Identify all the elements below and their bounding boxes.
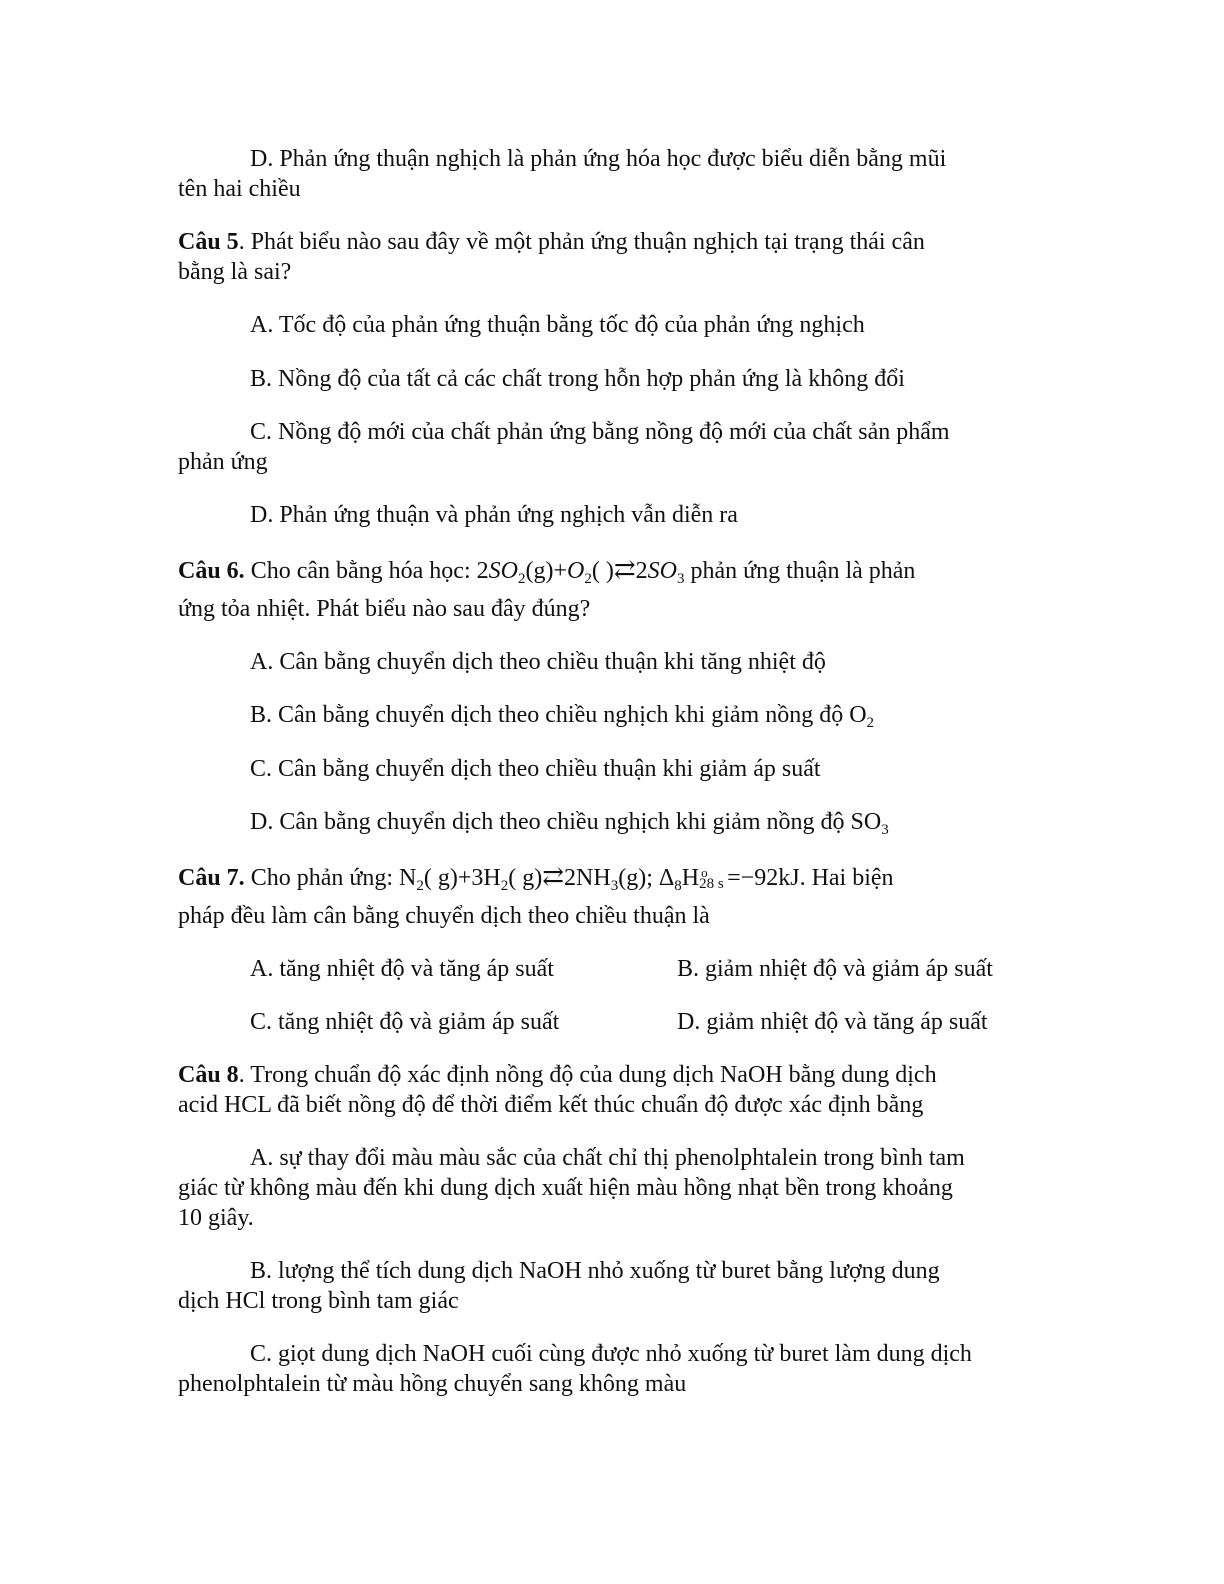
- question-5-stem-line1: . Phát biểu nào sau đây về một phản ứng thuận nghịch tại trạng thái cân: [238, 229, 925, 255]
- question-5-stem: [178, 227, 1048, 287]
- question-8-option-a-line1: A. sự thay đổi màu màu sắc của chất chỉ thị phenolphtalein trong bình tam: [250, 1145, 965, 1171]
- question-7-intro: Cho phản ứng:: [244, 865, 400, 891]
- question-8-stem: [178, 1060, 1048, 1120]
- equation-n2-h2: $N_2$( $g)+3H_2$( $g)⇄2NH_3(g)$; $\Delta_8H$ o 28 s =−92kJ: [399, 862, 800, 894]
- question-8-stem-line2: acid HCL đã biết nồng độ để thời điểm kết thúc chuẩn độ được xác định bằng: [178, 1092, 924, 1118]
- question-5-option-d: D. Phản ứng thuận và phản ứng nghịch vẫn diễn ra: [250, 502, 738, 528]
- question-8-option-b-line2: dịch HCl trong bình tam giác: [178, 1288, 459, 1314]
- question-5-stem-line2: bằng là sai?: [178, 259, 292, 285]
- question-7-after: . Hai biện: [799, 865, 894, 891]
- question-5-option-c-line2: phản ứng: [178, 449, 268, 475]
- question-7-option-d: D. giảm nhiệt độ và tăng áp suất: [677, 1009, 988, 1035]
- equilibrium-arrow-icon: ⇄: [542, 862, 565, 891]
- question-6-option-d: D. Cân bằng chuyển dịch theo chiều nghịch khi giảm nồng độ $SO_3$: [250, 809, 889, 838]
- question-6-stem: [178, 555, 1048, 624]
- question-6-option-a: A. Cân bằng chuyển dịch theo chiều thuận khi tăng nhiệt độ: [250, 649, 826, 675]
- question-5-option-a: A. Tốc độ của phản ứng thuận bằng tốc độ của phản ứng nghịch: [250, 312, 865, 338]
- question-7-stem: [178, 862, 1048, 931]
- question-7-stem-line2: pháp đều làm cân bằng chuyển dịch theo chiều thuận là: [178, 903, 710, 929]
- question-6-stem-line2: ứng tỏa nhiệt. Phát biểu nào sau đây đúng?: [178, 596, 591, 622]
- question-7-label: Câu 7.: [178, 865, 245, 891]
- question-8-option-b: [178, 1256, 1048, 1316]
- question-6-option-b: B. Cân bằng chuyển dịch theo chiều nghịch khi giảm nồng độ $O_2$: [250, 702, 875, 731]
- prev-option-d-line1: D. Phản ứng thuận nghịch là phản ứng hóa học được biểu diễn bằng mũi: [250, 146, 947, 172]
- equilibrium-arrow-icon: ⇄: [613, 555, 636, 584]
- question-5-option-c-line1: C. Nồng độ mới của chất phản ứng bằng nồng độ mới của chất sản phẩm: [250, 419, 950, 445]
- question-8-option-c-line1: C. giọt dung dịch NaOH cuối cùng được nhỏ xuống từ buret làm dung dịch: [250, 1341, 972, 1367]
- prev-option-d-line2: tên hai chiều: [178, 176, 301, 202]
- question-8-option-a-line2: giác từ không màu đến khi dung dịch xuất hiện màu hồng nhạt bền trong khoảng: [178, 1175, 953, 1201]
- question-8-label: Câu 8: [178, 1062, 239, 1088]
- question-5-label: Câu 5: [178, 229, 239, 255]
- question-8-stem-line1: . Trong chuẩn độ xác định nồng độ của dung dịch NaOH bằng dung dịch: [238, 1062, 937, 1088]
- question-5-option-c: [178, 417, 1048, 477]
- question-6-after: phản ứng thuận là phản: [684, 558, 916, 584]
- question-5-option-b: B. Nồng độ của tất cả các chất trong hỗn hợp phản ứng là không đổi: [250, 366, 905, 392]
- prev-option-d: [178, 144, 1048, 204]
- question-7-option-a: A. tăng nhiệt độ và tăng áp suất: [250, 956, 554, 982]
- question-7-option-b: B. giảm nhiệt độ và giảm áp suất: [677, 956, 993, 982]
- question-8-option-c-line2: phenolphtalein từ màu hồng chuyển sang không màu: [178, 1371, 687, 1397]
- equation-so2-o2: $2SO_2(g)+O_2$( )$⇄2SO_3$: [476, 555, 685, 587]
- question-7-option-c: C. tăng nhiệt độ và giảm áp suất: [250, 1009, 560, 1035]
- question-8-option-a-line3: 10 giây.: [178, 1205, 254, 1231]
- question-8-option-a: [178, 1143, 1048, 1233]
- question-6-label: Câu 6.: [178, 558, 245, 584]
- question-6-intro: Cho cân bằng hóa học:: [244, 558, 477, 584]
- question-6-option-c: C. Cân bằng chuyển dịch theo chiều thuận khi giảm áp suất: [250, 756, 821, 782]
- question-8-option-c: [178, 1339, 1048, 1399]
- question-8-option-b-line1: B. lượng thể tích dung dịch NaOH nhỏ xuống từ buret bằng lượng dung: [250, 1258, 940, 1284]
